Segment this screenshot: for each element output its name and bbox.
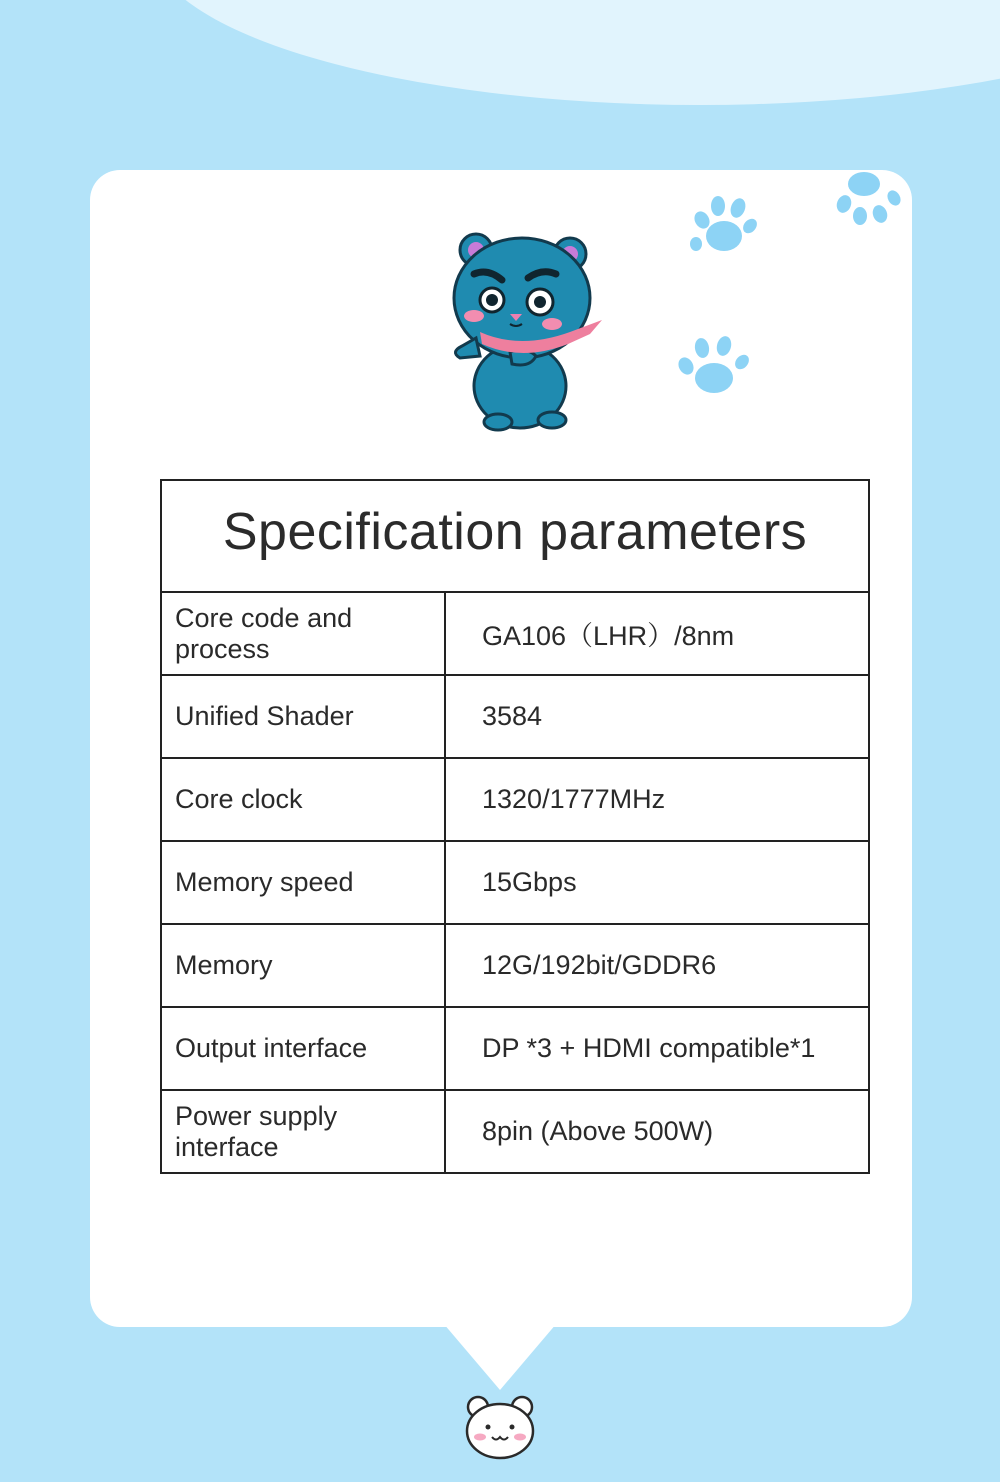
row-label: Output interface <box>161 1007 445 1090</box>
row-value: 8pin (Above 500W) <box>445 1090 869 1173</box>
row-label: Core code and process <box>161 592 445 675</box>
table-row <box>161 1007 869 1090</box>
spec-table <box>160 479 870 1174</box>
row-label: Memory <box>161 924 445 1007</box>
row-label: Core clock <box>161 758 445 841</box>
table-row <box>161 592 869 675</box>
row-label: Power supply interface <box>161 1090 445 1173</box>
table-row <box>161 924 869 1007</box>
top-wave-decoration <box>150 0 1000 105</box>
card-pointer <box>432 1310 568 1390</box>
row-value: 1320/1777MHz <box>445 758 869 841</box>
table-row <box>161 1090 869 1173</box>
row-value: DP *3 + HDMI compatible*1 <box>445 1007 869 1090</box>
spec-title: Specification parameters <box>161 480 869 592</box>
row-label: Unified Shader <box>161 675 445 758</box>
table-row <box>161 758 869 841</box>
white-bear-face-icon <box>462 1393 538 1461</box>
paw-print-icon <box>674 332 754 402</box>
row-value: 3584 <box>445 675 869 758</box>
row-value: GA106（LHR）/8nm <box>445 592 869 675</box>
blue-bear-mascot <box>440 228 610 433</box>
paw-print-icon <box>832 170 902 228</box>
row-value: 12G/192bit/GDDR6 <box>445 924 869 1007</box>
table-row <box>161 675 869 758</box>
table-row <box>161 841 869 924</box>
paw-print-icon <box>680 192 760 264</box>
row-value: 15Gbps <box>445 841 869 924</box>
row-label: Memory speed <box>161 841 445 924</box>
